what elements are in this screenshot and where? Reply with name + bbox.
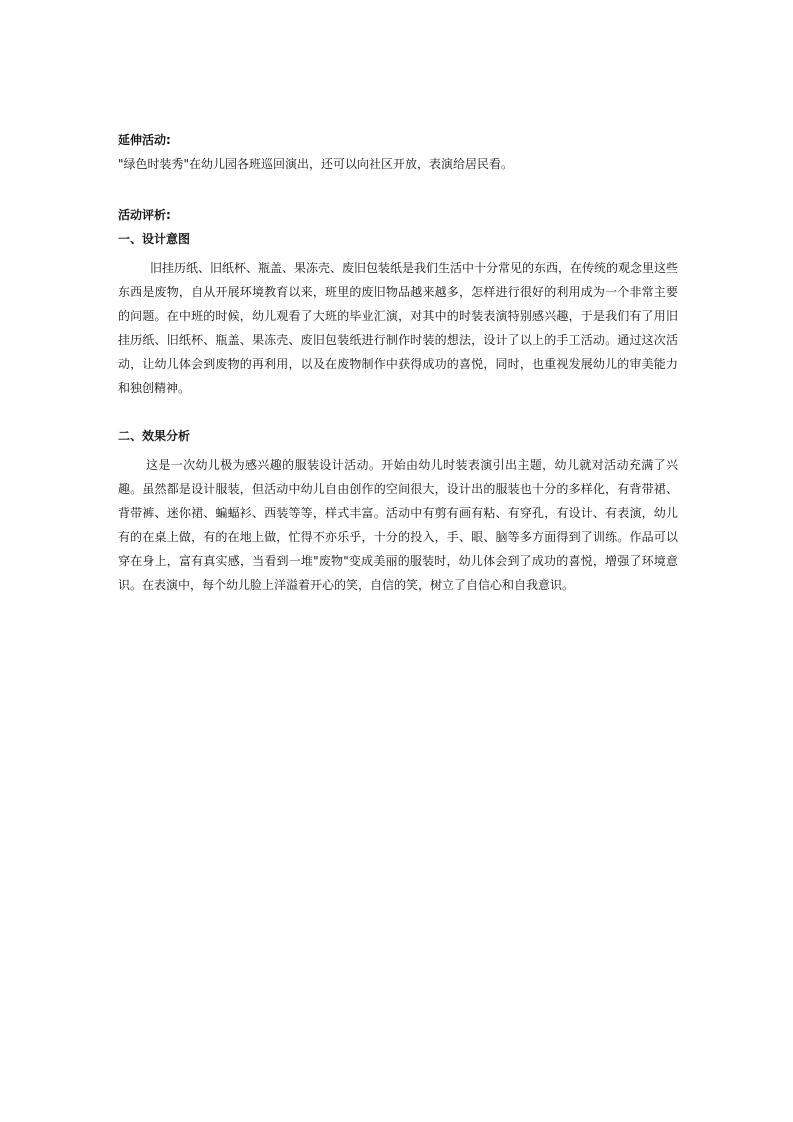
review-heading: 活动评析:	[118, 208, 171, 222]
section-spacer	[118, 400, 678, 424]
effect-analysis-heading: 二、效果分析	[118, 429, 191, 443]
extension-text: "绿色时装秀"在幼儿园各班巡回演出，还可以向社区开放，表演给居民看。	[118, 157, 514, 171]
effect-analysis-paragraph: 这是一次幼儿极为感兴趣的服装设计活动。开始由幼儿时装表演引出主题，幼儿就对活动充满了兴趣。虽然都是设计服装，但活动中幼儿自由创作的空间很大，设计出的服装也十分的多样化，有背带裙、背带裤、迷你裙、蝙蝠衫、西装等等，样式丰富。活动中有剪有画有粘、有穿孔，有设计、有表演，幼儿有的在桌上做，有的在地上做，忙得不亦乐乎，十分的投入，手、眼、脑等多方面得到了训练。作品可以穿在身上，富有真实感，当看到一堆"废物"变成美丽的服装时，幼儿体会到了成功的喜悦，增强了环境意识。在表演中，每个幼儿脸上洋溢着开心的笑，自信的笑，树立了自信心和自我意识。	[118, 458, 678, 592]
design-intent-heading: 一、设计意图	[118, 232, 191, 246]
section-spacer	[118, 176, 678, 203]
extension-heading: 延伸活动:	[118, 133, 171, 147]
design-intent-paragraph: 旧挂历纸、旧纸杯、瓶盖、果冻壳、废旧包装纸是我们生活中十分常见的东西，在传统的观念里这些东西是废物，自从开展环境教育以来，班里的废旧物品越来越多，怎样进行很好的利用成为一个非常主要的问题。在中班的时候，幼儿观看了大班的毕业汇演，对其中的时装表演特别感兴趣，于是我们有了用旧挂历纸、旧纸杯、瓶盖、果冻壳、废旧包装纸进行制作时装的想法，设计了以上的手工活动。通过这次活动，让幼儿体会到废物的再利用，以及在废物制作中获得成功的喜悦，同时，也重视发展幼儿的审美能力和独创精神。	[118, 261, 679, 395]
document-content	[118, 128, 678, 597]
